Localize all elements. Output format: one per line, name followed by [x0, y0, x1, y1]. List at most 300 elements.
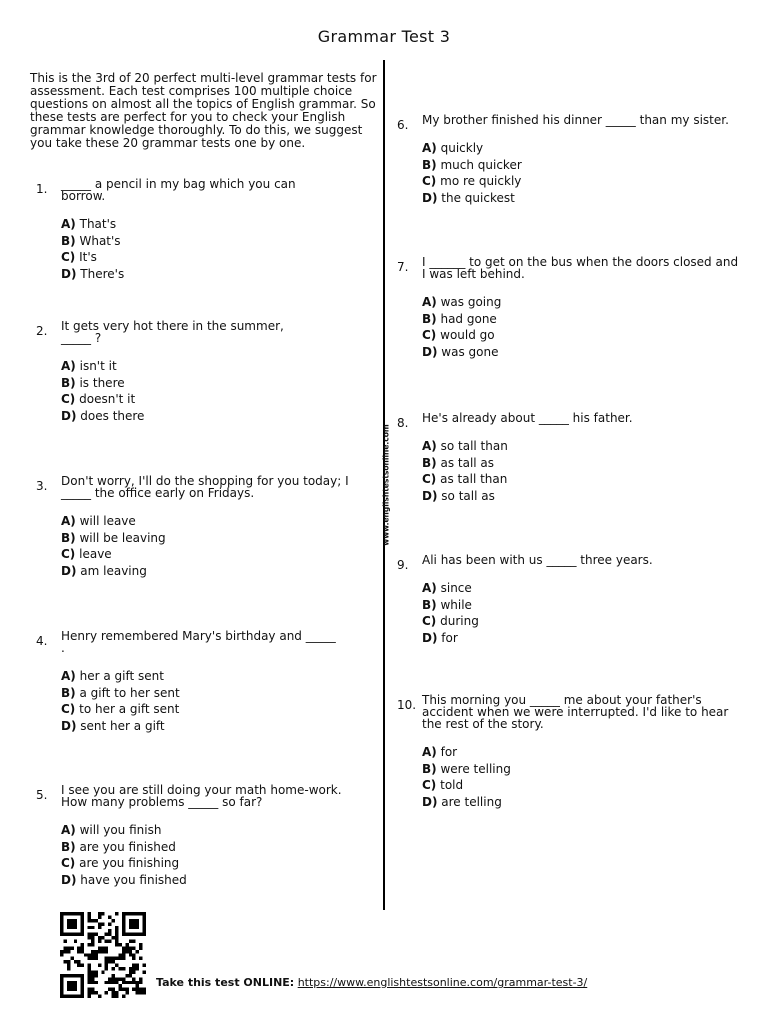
question-text: Ali has been with us _____ three years. — [422, 553, 653, 567]
qr-module — [125, 912, 128, 915]
qr-module — [88, 933, 91, 936]
question-text: Don't worry, I'll do the shopping for you today; I _____ the office early on Fridays. — [61, 474, 349, 500]
qr-module — [88, 957, 91, 960]
qr-module — [60, 915, 63, 918]
option-d — [61, 872, 366, 889]
qr-module — [132, 957, 135, 960]
option-c — [422, 613, 742, 630]
option-letter: D) — [61, 266, 77, 281]
qr-module — [81, 977, 84, 980]
option-letter: C) — [61, 392, 76, 406]
qr-module — [67, 926, 70, 929]
qr-module — [132, 981, 135, 984]
question-text: He's already about _____ his father. — [422, 411, 633, 425]
option-text: while — [440, 597, 472, 612]
qr-module — [118, 977, 121, 980]
qr-module — [136, 912, 139, 915]
qr-module — [112, 988, 115, 991]
qr-module — [105, 981, 108, 984]
qr-module — [125, 950, 128, 953]
qr-module — [81, 912, 84, 915]
option-letter: C) — [422, 778, 437, 792]
qr-module — [139, 991, 142, 994]
qr-module — [115, 926, 118, 929]
question-7 — [397, 256, 742, 360]
option-a — [422, 580, 742, 597]
qr-module — [67, 950, 70, 953]
option-letter: A) — [422, 745, 437, 759]
option-text: since — [440, 581, 472, 595]
option-text: was gone — [441, 344, 499, 359]
option-letter: D) — [422, 344, 438, 359]
qr-module — [136, 922, 139, 925]
qr-module — [118, 967, 121, 970]
qr-module — [94, 981, 97, 984]
qr-module — [81, 926, 84, 929]
option-text: sent her a gift — [80, 718, 165, 733]
question-number: 10. — [397, 698, 417, 712]
option-text: so tall as — [441, 488, 495, 503]
option-letter: B) — [61, 375, 76, 390]
qr-module — [67, 946, 70, 949]
footer-label: Take this test ONLINE: — [156, 976, 295, 989]
option-letter: C) — [422, 174, 437, 188]
qr-module — [125, 943, 128, 946]
qr-module — [105, 950, 108, 953]
qr-module — [81, 933, 84, 936]
qr-module — [91, 919, 94, 922]
qr-module — [136, 933, 139, 936]
option-letter: C) — [422, 472, 437, 486]
qr-module — [122, 933, 125, 936]
qr-module — [129, 950, 132, 953]
qr-module — [98, 912, 101, 915]
qr-module — [63, 950, 66, 953]
option-letter: B) — [422, 157, 437, 172]
qr-module — [132, 977, 135, 980]
qr-module — [88, 981, 91, 984]
qr-module — [74, 940, 77, 943]
qr-module — [63, 995, 66, 998]
option-letter: A) — [61, 669, 76, 683]
qr-module — [115, 981, 118, 984]
option-d — [422, 488, 742, 505]
option-b — [422, 311, 742, 328]
qr-module — [112, 981, 115, 984]
qr-module — [67, 919, 70, 922]
qr-module — [98, 950, 101, 953]
qr-module — [125, 933, 128, 936]
qr-module — [88, 970, 91, 973]
qr-module — [115, 943, 118, 946]
qr-module — [63, 940, 66, 943]
option-d — [422, 190, 742, 207]
option-letter: A) — [422, 439, 437, 453]
qr-module — [81, 974, 84, 977]
question-1 — [36, 178, 336, 282]
qr-module — [88, 912, 91, 915]
qr-module — [94, 919, 97, 922]
option-c — [422, 471, 742, 488]
qr-module — [91, 988, 94, 991]
qr-module — [60, 926, 63, 929]
qr-module — [139, 912, 142, 915]
qr-module — [70, 984, 73, 987]
qr-module — [63, 960, 66, 963]
qr-module — [70, 946, 73, 949]
qr-module — [136, 964, 139, 967]
question-text: I see you are still doing your math home-work. How many problems _____ so far? — [61, 783, 342, 809]
qr-module — [81, 950, 84, 953]
option-letter: A) — [61, 359, 76, 373]
options-list — [61, 668, 336, 734]
option-letter: C) — [61, 547, 76, 561]
qr-module — [139, 933, 142, 936]
qr-module — [81, 946, 84, 949]
option-text: quickly — [440, 141, 484, 155]
qr-module — [143, 929, 146, 932]
option-letter: D) — [61, 563, 77, 578]
option-letter: B) — [422, 597, 437, 612]
qr-module — [143, 970, 146, 973]
option-text: It's — [79, 250, 97, 264]
qr-code-icon[interactable] — [58, 912, 148, 998]
qr-module — [60, 981, 63, 984]
qr-module — [122, 957, 125, 960]
qr-module — [70, 926, 73, 929]
qr-module — [67, 964, 70, 967]
qr-module — [101, 970, 104, 973]
option-a — [61, 513, 366, 530]
qr-module — [98, 915, 101, 918]
qr-module — [122, 929, 125, 932]
qr-module — [98, 946, 101, 949]
qr-module — [105, 946, 108, 949]
qr-module — [132, 988, 135, 991]
qr-module — [81, 929, 84, 932]
option-a — [422, 294, 742, 311]
qr-module — [122, 977, 125, 980]
qr-module — [74, 926, 77, 929]
qr-module — [136, 988, 139, 991]
qr-module — [67, 967, 70, 970]
qr-module — [143, 912, 146, 915]
qr-module — [115, 940, 118, 943]
qr-module — [122, 946, 125, 949]
option-c — [422, 327, 742, 344]
qr-module — [136, 967, 139, 970]
qr-module — [91, 974, 94, 977]
qr-module — [139, 943, 142, 946]
qr-module — [108, 981, 111, 984]
qr-module — [129, 946, 132, 949]
qr-module — [98, 940, 101, 943]
question-text: _____ a pencil in my bag which you can borrow. — [61, 177, 296, 203]
test-online-link[interactable]: https://www.englishtestsonline.com/grammar-test-3/ — [297, 976, 588, 989]
qr-module — [91, 940, 94, 943]
option-a — [61, 358, 296, 375]
option-text: does there — [80, 408, 145, 423]
qr-module — [101, 912, 104, 915]
qr-module — [129, 970, 132, 973]
qr-module — [132, 912, 135, 915]
qr-module — [81, 995, 84, 998]
qr-module — [139, 981, 142, 984]
qr-module — [132, 970, 135, 973]
qr-module — [108, 940, 111, 943]
option-b — [61, 839, 366, 856]
qr-module — [60, 922, 63, 925]
option-letter: A) — [61, 514, 76, 528]
qr-module — [77, 950, 80, 953]
qr-module — [91, 981, 94, 984]
option-b — [422, 597, 742, 614]
option-b — [61, 375, 296, 392]
option-text: during — [440, 614, 479, 628]
qr-module — [88, 991, 91, 994]
option-c — [422, 777, 742, 794]
qr-module — [105, 991, 108, 994]
option-text: is there — [79, 375, 125, 390]
option-b — [422, 157, 742, 174]
qr-module — [98, 995, 101, 998]
qr-module — [132, 964, 135, 967]
question-number: 4. — [36, 634, 48, 648]
qr-module — [63, 912, 66, 915]
qr-module — [88, 919, 91, 922]
qr-module — [101, 922, 104, 925]
qr-module — [81, 915, 84, 918]
qr-module — [74, 933, 77, 936]
qr-module — [70, 912, 73, 915]
qr-module — [108, 988, 111, 991]
qr-module — [60, 953, 63, 956]
qr-module — [132, 933, 135, 936]
qr-module — [77, 964, 80, 967]
qr-module — [129, 919, 132, 922]
qr-module — [122, 919, 125, 922]
qr-module — [98, 936, 101, 939]
side-watermark — [381, 424, 391, 546]
option-text: am leaving — [80, 563, 147, 578]
option-c — [61, 855, 366, 872]
qr-module — [88, 977, 91, 980]
qr-module — [129, 974, 132, 977]
qr-module — [105, 967, 108, 970]
option-a — [61, 822, 366, 839]
question-number: 3. — [36, 479, 48, 493]
option-b — [61, 685, 336, 702]
qr-module — [70, 933, 73, 936]
qr-module — [112, 991, 115, 994]
qr-module — [132, 922, 135, 925]
question-text: My brother finished his dinner _____ than my sister. — [422, 113, 729, 127]
options-list — [422, 438, 742, 504]
option-a — [422, 438, 742, 455]
qr-module — [122, 950, 125, 953]
qr-module — [81, 991, 84, 994]
qr-module — [101, 950, 104, 953]
option-text: have you finished — [80, 872, 187, 887]
option-letter: A) — [61, 823, 76, 837]
qr-module — [77, 912, 80, 915]
option-text: for — [440, 745, 458, 759]
qr-module — [122, 912, 125, 915]
qr-module — [122, 915, 125, 918]
qr-module — [74, 919, 77, 922]
qr-module — [118, 988, 121, 991]
qr-module — [108, 957, 111, 960]
qr-module — [143, 933, 146, 936]
option-text: are you finishing — [79, 856, 180, 870]
qr-module — [70, 919, 73, 922]
qr-module — [94, 957, 97, 960]
question-number: 1. — [36, 182, 48, 196]
qr-module — [129, 912, 132, 915]
option-a — [61, 216, 336, 233]
option-letter: B) — [61, 839, 76, 854]
qr-module — [91, 950, 94, 953]
qr-module — [129, 953, 132, 956]
qr-module — [60, 988, 63, 991]
qr-module — [60, 977, 63, 980]
qr-module — [139, 988, 142, 991]
qr-module — [118, 943, 121, 946]
qr-module — [94, 950, 97, 953]
option-letter: C) — [61, 856, 76, 870]
qr-module — [112, 974, 115, 977]
qr-module — [67, 960, 70, 963]
qr-module — [98, 926, 101, 929]
qr-module — [115, 964, 118, 967]
qr-module — [108, 960, 111, 963]
option-letter: C) — [61, 250, 76, 264]
option-letter: C) — [61, 702, 76, 716]
option-text: to her a gift sent — [79, 702, 180, 716]
qr-module — [60, 984, 63, 987]
question-8 — [397, 412, 742, 504]
qr-module — [88, 943, 91, 946]
option-letter: D) — [422, 190, 438, 205]
option-letter: D) — [61, 872, 77, 887]
qr-module — [112, 977, 115, 980]
option-text: the quickest — [441, 190, 515, 205]
qr-module — [108, 922, 111, 925]
qr-module — [91, 970, 94, 973]
qr-module — [81, 919, 84, 922]
option-text: her a gift sent — [79, 669, 164, 683]
qr-module — [67, 981, 70, 984]
qr-module — [129, 940, 132, 943]
option-text: will you finish — [79, 823, 162, 837]
qr-module — [125, 988, 128, 991]
qr-module — [67, 995, 70, 998]
option-letter: B) — [422, 455, 437, 470]
question-5 — [36, 784, 366, 888]
qr-module — [91, 926, 94, 929]
qr-module — [94, 953, 97, 956]
option-d — [422, 344, 742, 361]
qr-module — [115, 991, 118, 994]
qr-module — [122, 926, 125, 929]
qr-module — [74, 912, 77, 915]
option-text: a gift to her sent — [79, 685, 180, 700]
qr-module — [70, 981, 73, 984]
qr-module — [132, 953, 135, 956]
option-text: doesn't it — [79, 392, 136, 406]
qr-module — [74, 995, 77, 998]
qr-module — [118, 957, 121, 960]
option-letter: A) — [422, 581, 437, 595]
options-list — [61, 216, 336, 282]
options-list — [61, 513, 366, 579]
qr-module — [77, 995, 80, 998]
option-letter: B) — [422, 311, 437, 326]
qr-module — [143, 919, 146, 922]
qr-module — [91, 991, 94, 994]
qr-module — [91, 943, 94, 946]
qr-module — [132, 940, 135, 943]
qr-module — [136, 950, 139, 953]
option-c — [61, 249, 336, 266]
qr-module — [105, 940, 108, 943]
qr-module — [112, 919, 115, 922]
qr-module — [143, 926, 146, 929]
qr-module — [84, 953, 87, 956]
qr-module — [122, 967, 125, 970]
qr-module — [101, 946, 104, 949]
qr-module — [122, 953, 125, 956]
option-d — [61, 266, 336, 283]
qr-module — [70, 922, 73, 925]
qr-module — [70, 995, 73, 998]
qr-module — [129, 981, 132, 984]
qr-module — [81, 922, 84, 925]
qr-module — [139, 946, 142, 949]
qr-module — [60, 991, 63, 994]
qr-module — [94, 933, 97, 936]
option-c — [61, 391, 296, 408]
option-d — [422, 794, 742, 811]
qr-module — [143, 922, 146, 925]
qr-module — [81, 964, 84, 967]
qr-module — [67, 912, 70, 915]
option-b — [422, 761, 742, 778]
qr-module — [88, 995, 91, 998]
qr-module — [74, 974, 77, 977]
option-text: for — [441, 630, 458, 645]
qr-module — [98, 922, 101, 925]
intro-paragraph: This is the 3rd of 20 perfect multi-level grammar tests for assessment. Each test comprises 100 multiple choice questions on almost all the topics of English grammar. So these tests are perfect for you to check your English grammar knowledge thoroughly. To do this, we suggest you take these 20 grammar tests one by one. — [30, 71, 377, 150]
qr-module — [115, 936, 118, 939]
qr-module — [63, 946, 66, 949]
option-letter: B) — [61, 685, 76, 700]
qr-module — [143, 915, 146, 918]
qr-module — [136, 981, 139, 984]
qr-module — [108, 929, 111, 932]
qr-module — [112, 967, 115, 970]
option-letter: C) — [422, 328, 437, 342]
qr-module — [81, 984, 84, 987]
option-text: isn't it — [79, 359, 117, 373]
qr-module — [67, 922, 70, 925]
qr-module — [139, 957, 142, 960]
qr-module — [115, 957, 118, 960]
qr-module — [115, 995, 118, 998]
page-title: Grammar Test 3 — [317, 27, 451, 46]
qr-module — [74, 960, 77, 963]
qr-module — [108, 977, 111, 980]
